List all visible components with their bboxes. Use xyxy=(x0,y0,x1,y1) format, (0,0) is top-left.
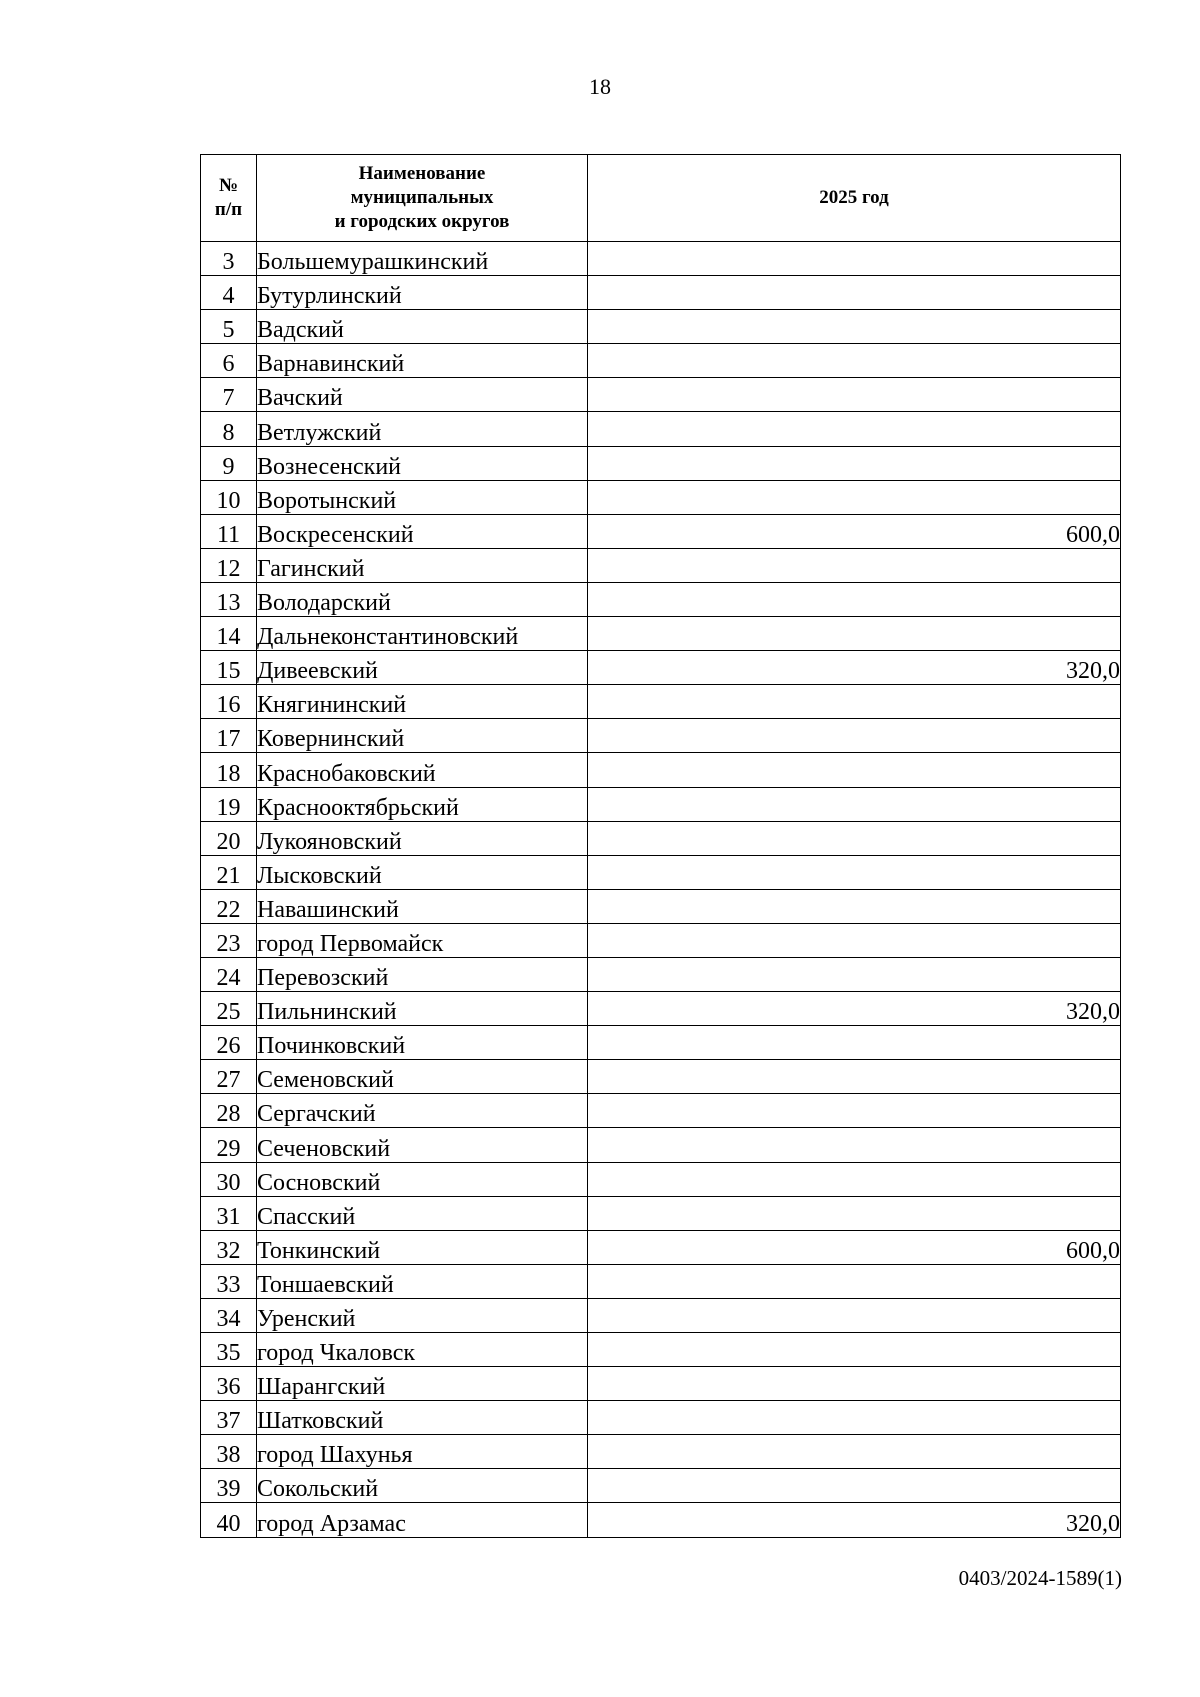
amount-2025 xyxy=(588,923,1121,957)
row-number: 26 xyxy=(201,1026,257,1060)
allocation-table xyxy=(200,154,1121,1538)
row-number: 17 xyxy=(201,719,257,753)
row-number: 21 xyxy=(201,855,257,889)
row-number: 3 xyxy=(201,242,257,276)
table-row xyxy=(201,1196,1121,1230)
district-name: город Первомайск xyxy=(257,923,588,957)
amount-2025 xyxy=(588,1094,1121,1128)
amount-2025 xyxy=(588,1162,1121,1196)
amount-2025 xyxy=(588,719,1121,753)
district-name: Лукояновский xyxy=(257,821,588,855)
table-row xyxy=(201,685,1121,719)
row-number: 10 xyxy=(201,480,257,514)
amount-2025 xyxy=(588,855,1121,889)
amount-2025 xyxy=(588,1298,1121,1332)
row-number: 34 xyxy=(201,1298,257,1332)
district-name: Сеченовский xyxy=(257,1128,588,1162)
district-name: Навашинский xyxy=(257,889,588,923)
amount-2025 xyxy=(588,378,1121,412)
district-name: Спасский xyxy=(257,1196,588,1230)
header-name: Наименование муниципальных и городских округов xyxy=(257,155,588,242)
district-name: Дивеевский xyxy=(257,651,588,685)
amount-2025 xyxy=(588,242,1121,276)
amount-2025 xyxy=(588,1196,1121,1230)
row-number: 18 xyxy=(201,753,257,787)
district-name: Сергачский xyxy=(257,1094,588,1128)
amount-2025 xyxy=(588,1401,1121,1435)
row-number: 9 xyxy=(201,446,257,480)
district-name: Шатковский xyxy=(257,1401,588,1435)
row-number: 23 xyxy=(201,923,257,957)
row-number: 31 xyxy=(201,1196,257,1230)
page-number: 18 xyxy=(589,74,611,99)
amount-2025 xyxy=(588,1060,1121,1094)
table-row xyxy=(201,1503,1121,1537)
header-year: 2025 год xyxy=(588,155,1121,242)
amount-2025 xyxy=(588,446,1121,480)
table-row xyxy=(201,957,1121,991)
row-number: 30 xyxy=(201,1162,257,1196)
table-row xyxy=(201,242,1121,276)
table-row xyxy=(201,1333,1121,1367)
district-name: город Арзамас xyxy=(257,1503,588,1537)
amount-2025 xyxy=(588,412,1121,446)
table-row xyxy=(201,821,1121,855)
district-name: Сосновский xyxy=(257,1162,588,1196)
district-name: Дальнеконстантиновский xyxy=(257,617,588,651)
district-name: Ковернинский xyxy=(257,719,588,753)
row-number: 38 xyxy=(201,1435,257,1469)
table-row xyxy=(201,855,1121,889)
header-num: № п/п xyxy=(201,155,257,242)
row-number: 39 xyxy=(201,1469,257,1503)
table-row xyxy=(201,992,1121,1026)
row-number: 7 xyxy=(201,378,257,412)
row-number: 25 xyxy=(201,992,257,1026)
table-row xyxy=(201,378,1121,412)
table-row xyxy=(201,1367,1121,1401)
table-row xyxy=(201,617,1121,651)
amount-2025 xyxy=(588,1264,1121,1298)
amount-2025 xyxy=(588,1128,1121,1162)
district-name: Воротынский xyxy=(257,480,588,514)
district-name: Тонкинский xyxy=(257,1230,588,1264)
amount-2025: 320,0 xyxy=(588,1503,1121,1537)
row-number: 27 xyxy=(201,1060,257,1094)
table-row xyxy=(201,276,1121,310)
row-number: 19 xyxy=(201,787,257,821)
row-number: 35 xyxy=(201,1333,257,1367)
district-name: Вознесенский xyxy=(257,446,588,480)
table-row xyxy=(201,1128,1121,1162)
row-number: 36 xyxy=(201,1367,257,1401)
amount-2025 xyxy=(588,787,1121,821)
table-row xyxy=(201,1401,1121,1435)
district-name: Сокольский xyxy=(257,1469,588,1503)
district-name: Большемурашкинский xyxy=(257,242,588,276)
table-row xyxy=(201,1469,1121,1503)
row-number: 4 xyxy=(201,276,257,310)
district-name: Варнавинский xyxy=(257,344,588,378)
table-row xyxy=(201,787,1121,821)
table-row xyxy=(201,1230,1121,1264)
amount-2025 xyxy=(588,821,1121,855)
table-row xyxy=(201,1094,1121,1128)
table-row xyxy=(201,548,1121,582)
district-name: Семеновский xyxy=(257,1060,588,1094)
table-row xyxy=(201,1060,1121,1094)
amount-2025 xyxy=(588,1333,1121,1367)
district-name: город Шахунья xyxy=(257,1435,588,1469)
table-body xyxy=(201,242,1121,1538)
row-number: 5 xyxy=(201,310,257,344)
amount-2025: 320,0 xyxy=(588,651,1121,685)
row-number: 37 xyxy=(201,1401,257,1435)
row-number: 11 xyxy=(201,514,257,548)
amount-2025 xyxy=(588,1367,1121,1401)
district-name: Перевозский xyxy=(257,957,588,991)
amount-2025: 320,0 xyxy=(588,992,1121,1026)
row-number: 8 xyxy=(201,412,257,446)
district-name: Лысковский xyxy=(257,855,588,889)
row-number: 24 xyxy=(201,957,257,991)
row-number: 20 xyxy=(201,821,257,855)
table-row xyxy=(201,514,1121,548)
table-row xyxy=(201,480,1121,514)
table-header-row xyxy=(201,155,1121,242)
amount-2025 xyxy=(588,344,1121,378)
row-number: 40 xyxy=(201,1503,257,1537)
document-code: 0403/2024-1589(1) xyxy=(958,1566,1122,1590)
amount-2025 xyxy=(588,1469,1121,1503)
table-row xyxy=(201,1026,1121,1060)
district-name: Пильнинский xyxy=(257,992,588,1026)
row-number: 29 xyxy=(201,1128,257,1162)
district-name: Краснооктябрьский xyxy=(257,787,588,821)
district-name: Починковский xyxy=(257,1026,588,1060)
district-name: Краснобаковский xyxy=(257,753,588,787)
amount-2025 xyxy=(588,548,1121,582)
row-number: 33 xyxy=(201,1264,257,1298)
table-row xyxy=(201,1298,1121,1332)
amount-2025 xyxy=(588,1026,1121,1060)
amount-2025: 600,0 xyxy=(588,1230,1121,1264)
table-row xyxy=(201,651,1121,685)
table-row xyxy=(201,1435,1121,1469)
row-number: 28 xyxy=(201,1094,257,1128)
row-number: 14 xyxy=(201,617,257,651)
district-name: Тоншаевский xyxy=(257,1264,588,1298)
table-row xyxy=(201,582,1121,616)
district-name: Володарский xyxy=(257,582,588,616)
district-name: Шарангский xyxy=(257,1367,588,1401)
table-row xyxy=(201,889,1121,923)
amount-2025 xyxy=(588,1435,1121,1469)
table-row xyxy=(201,412,1121,446)
amount-2025 xyxy=(588,957,1121,991)
district-name: Вадский xyxy=(257,310,588,344)
amount-2025 xyxy=(588,753,1121,787)
district-name: город Чкаловск xyxy=(257,1333,588,1367)
row-number: 16 xyxy=(201,685,257,719)
table-row xyxy=(201,446,1121,480)
amount-2025 xyxy=(588,685,1121,719)
district-name: Княгининский xyxy=(257,685,588,719)
table-row xyxy=(201,1162,1121,1196)
district-name: Гагинский xyxy=(257,548,588,582)
table-row xyxy=(201,1264,1121,1298)
table-row xyxy=(201,719,1121,753)
table-row xyxy=(201,344,1121,378)
row-number: 22 xyxy=(201,889,257,923)
row-number: 6 xyxy=(201,344,257,378)
row-number: 13 xyxy=(201,582,257,616)
amount-2025 xyxy=(588,889,1121,923)
district-name: Уренский xyxy=(257,1298,588,1332)
district-name: Воскресенский xyxy=(257,514,588,548)
amount-2025 xyxy=(588,276,1121,310)
amount-2025: 600,0 xyxy=(588,514,1121,548)
amount-2025 xyxy=(588,310,1121,344)
table-row xyxy=(201,310,1121,344)
table-row xyxy=(201,923,1121,957)
row-number: 15 xyxy=(201,651,257,685)
amount-2025 xyxy=(588,617,1121,651)
table-row xyxy=(201,753,1121,787)
district-name: Вачский xyxy=(257,378,588,412)
district-name: Ветлужский xyxy=(257,412,588,446)
district-name: Бутурлинский xyxy=(257,276,588,310)
amount-2025 xyxy=(588,480,1121,514)
row-number: 12 xyxy=(201,548,257,582)
amount-2025 xyxy=(588,582,1121,616)
row-number: 32 xyxy=(201,1230,257,1264)
